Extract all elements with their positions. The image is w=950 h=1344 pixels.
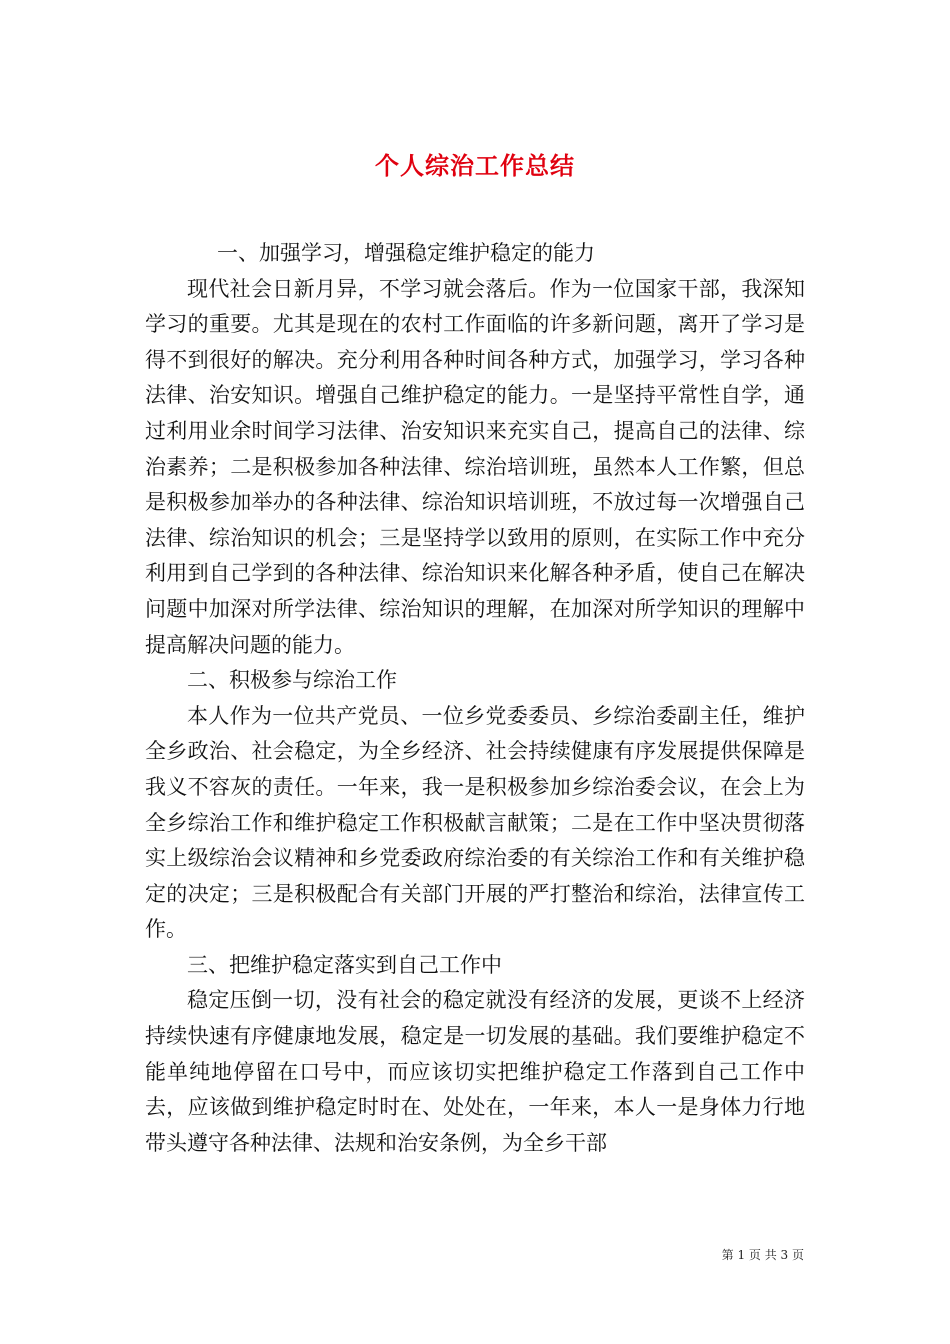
section-1-paragraph: 现代社会日新月异，不学习就会落后。作为一位国家干部，我深知学习的重要。尤其是现在的农村工作面临的许多新问题，离开了学习是得不到很好的解决。充分利用各种时间各种方式，加强学习，学习各种法律、治安知识。增强自己维护稳定的能力。一是坚持平常性自学，通过利用业余时间学习法律、治安知识来充实自己，提高自己的法律、综治素养；二是积极参加各种法律、综治培训班，虽然本人工作繁，但总是积极参加举办的各种法律、综治知识培训班，不放过每一次增强自己法律、综治知识的机会；三是坚持学以致用的原则，在实际工作中充分利用到自己学到的各种法律、综治知识来化解各种矛盾，使自己在解决问题中加深对所学法律、综治知识的理解，在加深对所学知识的理解中提高解决问题的能力。: [145, 276, 805, 657]
section-heading-1: 一、加强学习，增强稳定维护稳定的能力: [217, 241, 595, 265]
section-heading-3: 三、把维护稳定落实到自己工作中: [187, 952, 502, 977]
section-2-paragraph: 本人作为一位共产党员、一位乡党委委员、乡综治委副主任，维护全乡政治、社会稳定，为全乡经济、社会持续健康有序发展提供保障是我义不容灰的责任。一年来，我一是积极参加乡综治委会议，在会上为全乡综治工作和维护稳定工作积极献言献策；二是在工作中坚决贯彻落实上级综治会议精神和乡党委政府综治委的有关综治工作和有关维护稳定的决定；三是积极配合有关部门开展的严打整治和综治，法律宣传工作。: [145, 703, 805, 942]
section-3-paragraph: 稳定压倒一切，没有社会的稳定就没有经济的发展，更谈不上经济持续快速有序健康地发展，稳定是一切发展的基础。我们要维护稳定不能单纯地停留在口号中，而应该切实把维护稳定工作落到自己工作中去，应该做到维护稳定时时在、处处在，一年来，本人一是身体力行地带头遵守各种法律、法规和治安条例，为全乡干部: [145, 988, 805, 1155]
section-heading-2: 二、积极参与综治工作: [187, 668, 397, 693]
page-number-footer: 第 1 页 共 3 页: [721, 1248, 804, 1262]
document-body: [145, 236, 805, 1161]
page-title: 个人综治工作总结: [375, 151, 575, 181]
